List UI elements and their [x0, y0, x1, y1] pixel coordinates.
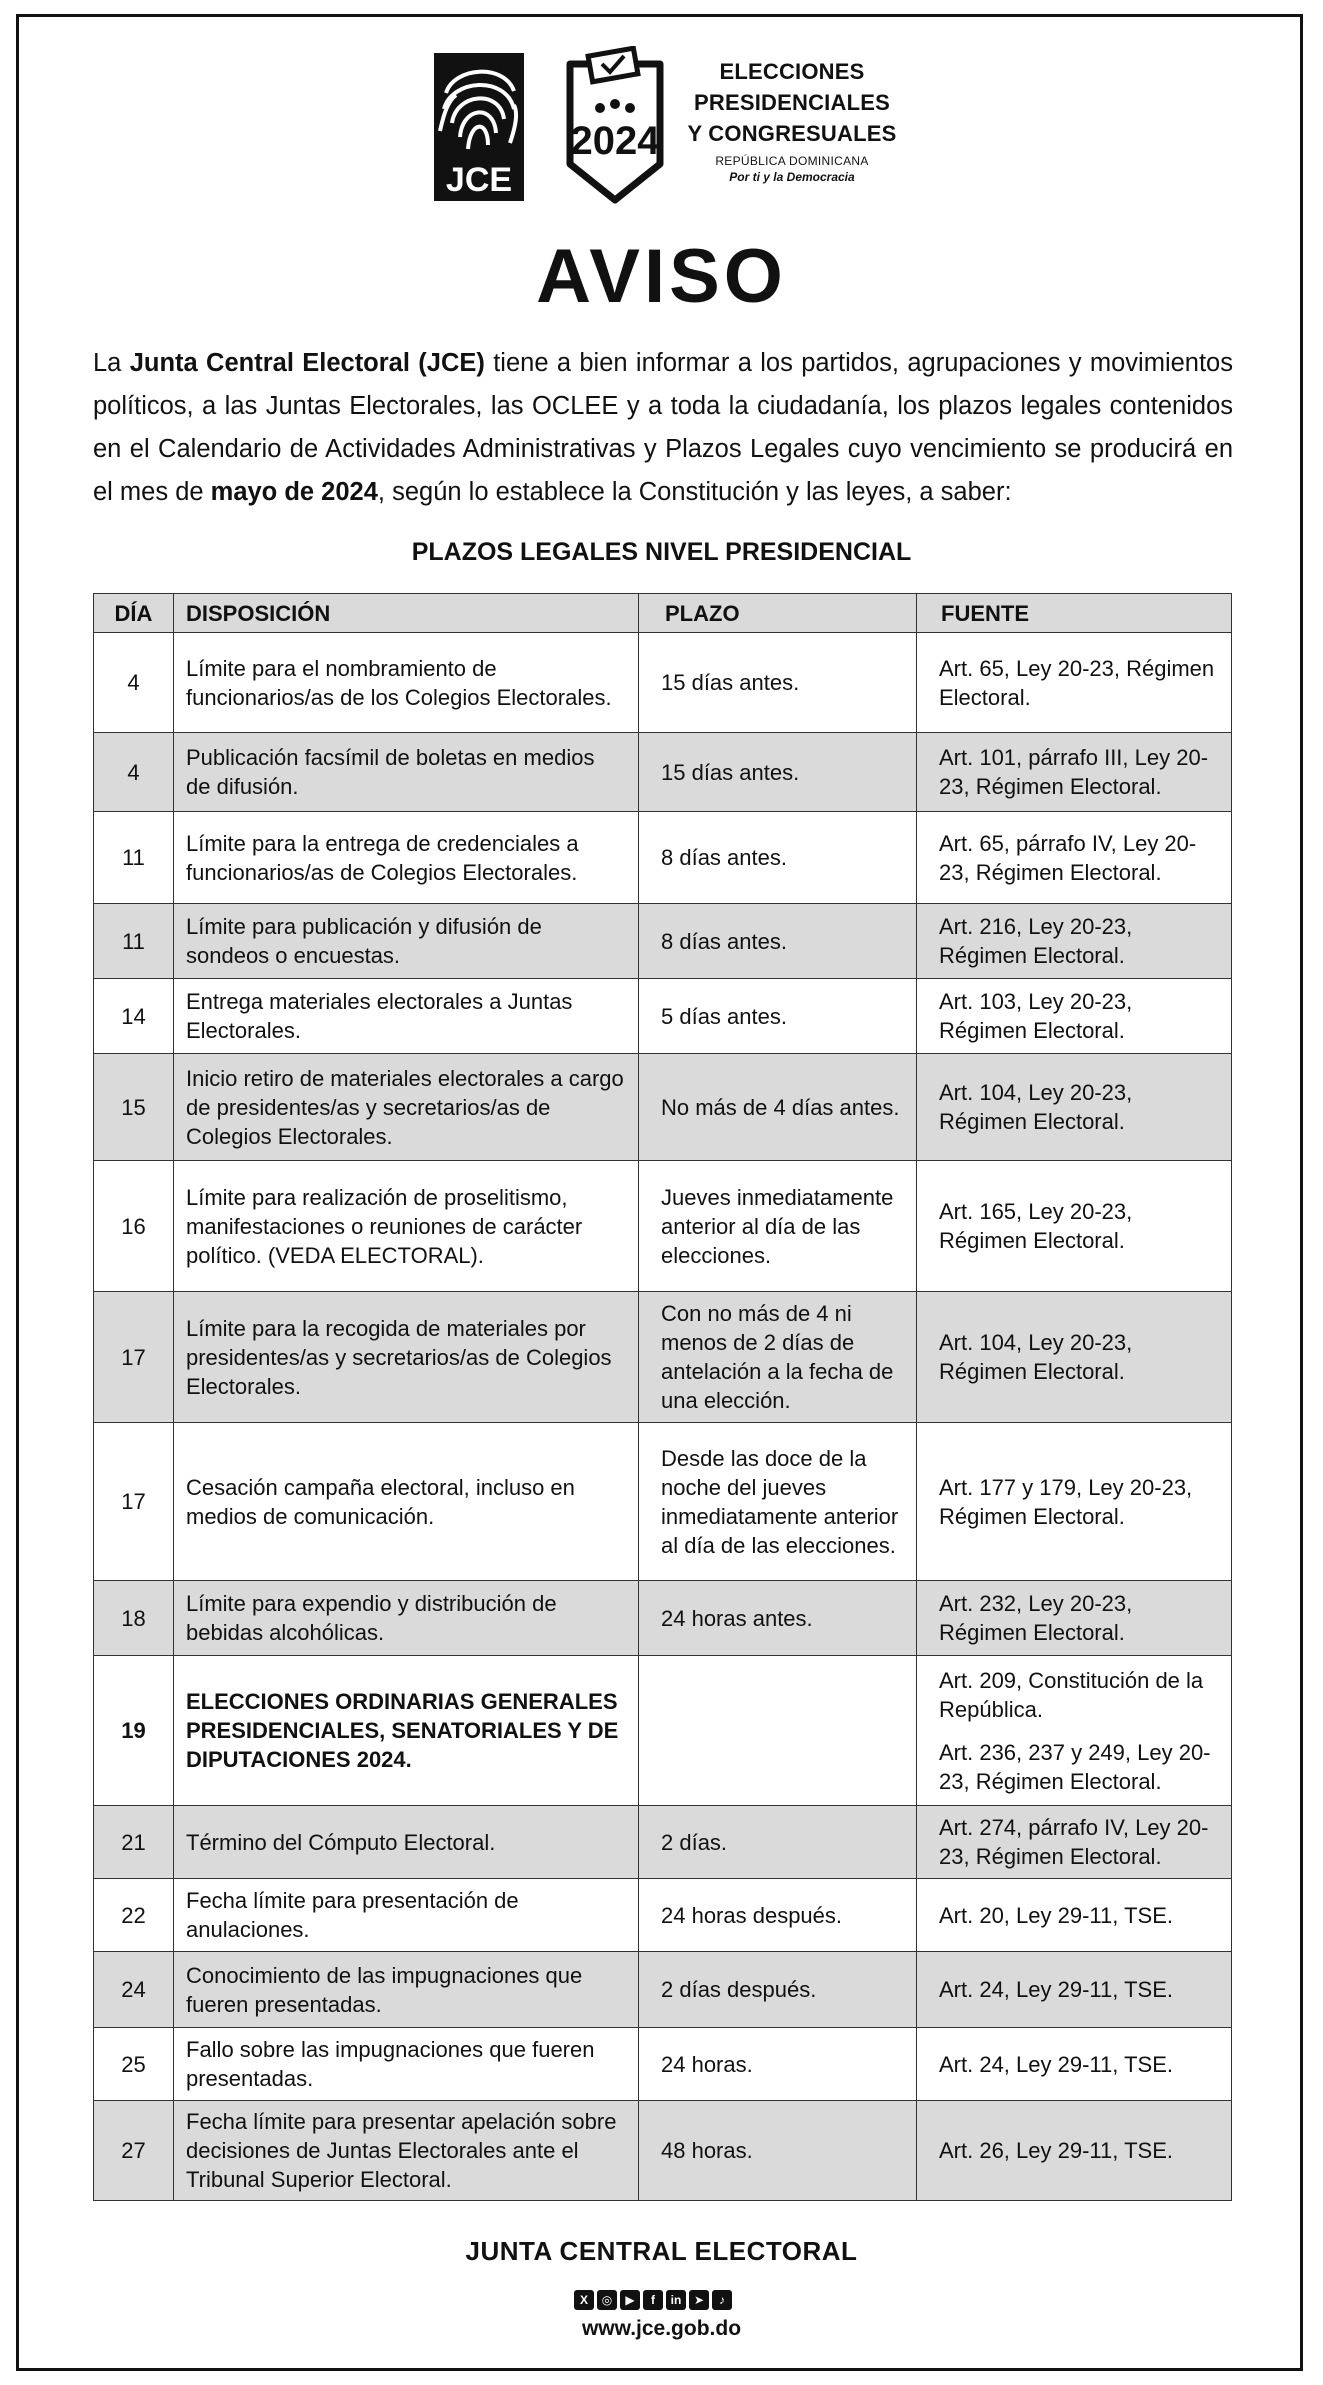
header-source: FUENTE [917, 594, 1232, 633]
section-title: PLAZOS LEGALES NIVEL PRESIDENCIAL [411, 538, 912, 566]
telegram-icon[interactable]: ➤ [689, 2290, 709, 2310]
elections-2024-badge [560, 46, 670, 206]
event-title [682, 56, 902, 185]
table-row: 25 Fallo sobre las impugnaciones que fueren presentadas. 24 horas. Art. 24, Ley 29-11, TSE. [94, 2028, 1232, 2101]
table-row: 17 Cesación campaña electoral, incluso en medios de comunicación. Desde las doce de la noche del jueves inmediatamente anterior al día de las elecciones. Art. 177 y 179, Ley 20-23, Régimen Electoral. [94, 1423, 1232, 1581]
table-row: 18 Límite para expendio y distribución de bebidas alcohólicas. 24 horas antes. Art. 232, Ley 20-23, Régimen Electoral. [94, 1581, 1232, 1656]
svg-text:2024: 2024 [570, 119, 660, 163]
table-row: 4 Publicación facsímil de boletas en medios de difusión. 15 días antes. Art. 101, párrafo III, Ley 20-23, Régimen Electoral. [94, 733, 1232, 812]
table-row: 24 Conocimiento de las impugnaciones que fueren presentadas. 2 días después. Art. 24, Ley 29-11, TSE. [94, 1952, 1232, 2028]
jce-name: Junta Central Electoral (JCE) [129, 349, 485, 377]
page-title: AVISO [536, 234, 787, 319]
header-deadline: PLAZO [639, 594, 917, 633]
table-row: 16 Límite para realización de proselitismo, manifestaciones o reuniones de carácter político. (VEDA ELECTORAL). Jueves inmediatamente anterior al día de las elecciones. Art. 165, Ley 20-23, Régimen Electoral. [94, 1161, 1232, 1292]
deadlines-table [93, 593, 1232, 2201]
table-row: 11 Límite para publicación y difusión de sondeos o encuestas. 8 días antes. Art. 216, Ley 20-23, Régimen Electoral. [94, 904, 1232, 979]
header-day: DÍA [94, 594, 174, 633]
table-row: 17 Límite para la recogida de materiales por presidentes/as y secretarios/as de Colegios Electorales. Con no más de 4 ni menos de 2 días de antelación a la fecha de una elección. Art. 104, Ley 20-23, Régimen Electoral. [94, 1292, 1232, 1423]
svg-text:JCE: JCE [445, 161, 513, 199]
event-title-line1: ELECCIONES [719, 59, 865, 84]
x-icon[interactable]: X [574, 2290, 594, 2310]
header-disposition: DISPOSICIÓN [174, 594, 639, 633]
linkedin-icon[interactable]: in [666, 2290, 686, 2310]
jce-logo [434, 53, 524, 201]
table-row: 4 Límite para el nombramiento de funcionarios/as de los Colegios Electorales. 15 días antes. Art. 65, Ley 20-23, Régimen Electoral. [94, 633, 1232, 733]
facebook-icon[interactable]: f [643, 2290, 663, 2310]
country-label: REPÚBLICA DOMINICANA [715, 154, 869, 168]
table-row: 15 Inicio retiro de materiales electorales a cargo de presidentes/as y secretarios/as de Colegios Electorales. No más de 4 días antes. Art. 104, Ley 20-23, Régimen Electoral. [94, 1054, 1232, 1161]
youtube-icon[interactable]: ▶ [620, 2290, 640, 2310]
table-row: 11 Límite para la entrega de credenciales a funcionarios/as de Colegios Electorales. 8 días antes. Art. 65, párrafo IV, Ley 20-23, Régimen Electoral. [94, 812, 1232, 904]
footer-organization: JUNTA CENTRAL ELECTORAL [465, 2236, 858, 2266]
event-title-line3: Y CONGRESUALES [687, 121, 897, 146]
tiktok-icon[interactable]: ♪ [712, 2290, 732, 2310]
table-row-election-day: 19 ELECCIONES ORDINARIAS GENERALES PRESIDENCIALES, SENATORIALES Y DE DIPUTACIONES 2024. Art. 209, Constitución de la República. Art. 236, 237 y 249, Ley 20-23, Régimen Electoral. [94, 1656, 1232, 1806]
source-constitution: Art. 209, Constitución de la República. [939, 1667, 1204, 1722]
table-header-row [94, 594, 1232, 633]
month-label: mayo de 2024 [210, 478, 378, 506]
motto: Por ti y la Democracia [729, 170, 855, 184]
website-link[interactable]: www.jce.gob.do [581, 2317, 742, 2340]
table-row: 14 Entrega materiales electorales a Juntas Electorales. 5 días antes. Art. 103, Ley 20-23, Régimen Electoral. [94, 979, 1232, 1054]
event-title-line2: PRESIDENCIALES [694, 90, 890, 115]
table-row: 22 Fecha límite para presentación de anulaciones. 24 horas después. Art. 20, Ley 29-11, TSE. [94, 1879, 1232, 1952]
instagram-icon[interactable]: ◎ [597, 2290, 617, 2310]
intro-paragraph: La Junta Central Electoral (JCE) tiene a bien informar a los partidos, agrupaciones y movimientos políticos, a las Juntas Electorales, las OCLEE y a toda la ciudadanía, los plazos legales contenidos en el Calendario de Actividades Administrativas y Plazos Legales cuyo vencimiento se producirá en el mes de mayo de 2024, según lo establece la Constitución y las leyes, a saber: [93, 349, 1233, 506]
table-row: 27 Fecha límite para presentar apelación sobre decisiones de Juntas Electorales ante el Tribunal Superior Electoral. 48 horas. Art. 26, Ley 29-11, TSE. [94, 2101, 1232, 2201]
table-row: 21 Término del Cómputo Electoral. 2 días. Art. 274, párrafo IV, Ley 20-23, Régimen Electoral. [94, 1806, 1232, 1879]
social-icons [574, 2290, 732, 2312]
source-law: Art. 236, 237 y 249, Ley 20-23, Régimen Electoral. [939, 1739, 1211, 1794]
